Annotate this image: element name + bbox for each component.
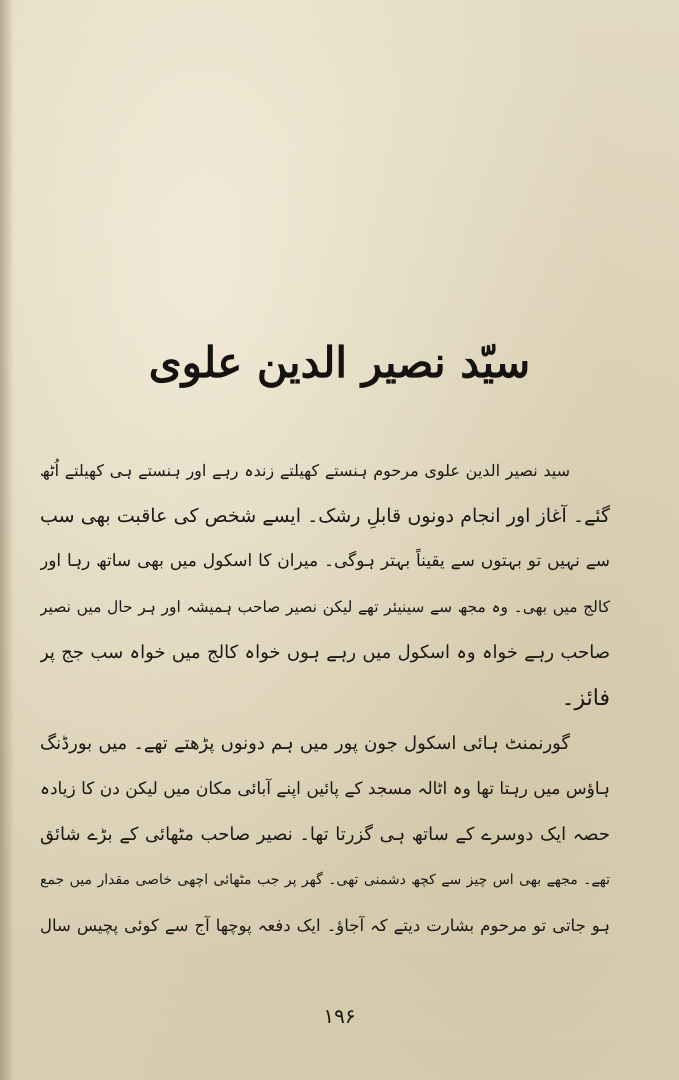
chapter-title: سیّد نصیر الدین علوی <box>148 338 531 387</box>
page-binding-shadow <box>0 0 14 1080</box>
text-line: تھے۔ مجھے بھی اس چیز سے کچھ دشمنی تھی۔ گھر پر جب مٹھائی اچھی خاصی مقدار میں جمع <box>40 871 610 888</box>
text-line: گئے۔ آغاز اور انجام دونوں قابلِ رشک۔ ایسے شخص کی عاقبت بھی سب <box>40 504 610 527</box>
text-line: حصہ ایک دوسرے کے ساتھ ہی گزرتا تھا۔ نصیر صاحب مٹھائی کے بڑے شائق <box>40 824 610 845</box>
text-line: کالج میں بھی۔ وہ مجھ سے سینیئر تھے لیکن نصیر صاحب ہمیشہ اور ہر حال میں نصیر <box>40 597 610 616</box>
body-text <box>40 448 610 949</box>
text-line: سے نہیں تو بہتوں سے یقیناً بہتر ہوگی۔ میران کا اسکول میں بھی ساتھ رہا اور <box>40 551 610 571</box>
text-line: گورنمنٹ ہائی اسکول جون پور میں ہم دونوں پڑھتے تھے۔ میں بورڈنگ <box>40 733 570 754</box>
text-line: فائز۔ <box>561 685 610 711</box>
text-line: صاحب رہے خواہ وہ اسکول میں رہے ہوں خواہ کالج میں خواہ سب جج پر <box>40 642 610 663</box>
page-number: ۱۹۶ <box>323 1004 356 1028</box>
text-line: سید نصیر الدین علوی مرحوم ہنستے کھیلتے زندہ رہے اور ہنستے ہی کھیلتے اُٹھ <box>40 461 570 480</box>
text-line: ہاؤس میں رہتا تھا وہ اٹالہ مسجد کے پائیں اپنے آبائی مکان میں لیکن دن کا زیادہ <box>40 778 610 799</box>
text-line: ہو جاتی تو مرحوم بشارت دیتے کہ آجاؤ۔ ایک دفعہ پوچھا آج سے کوئی پچیس سال <box>40 916 610 935</box>
